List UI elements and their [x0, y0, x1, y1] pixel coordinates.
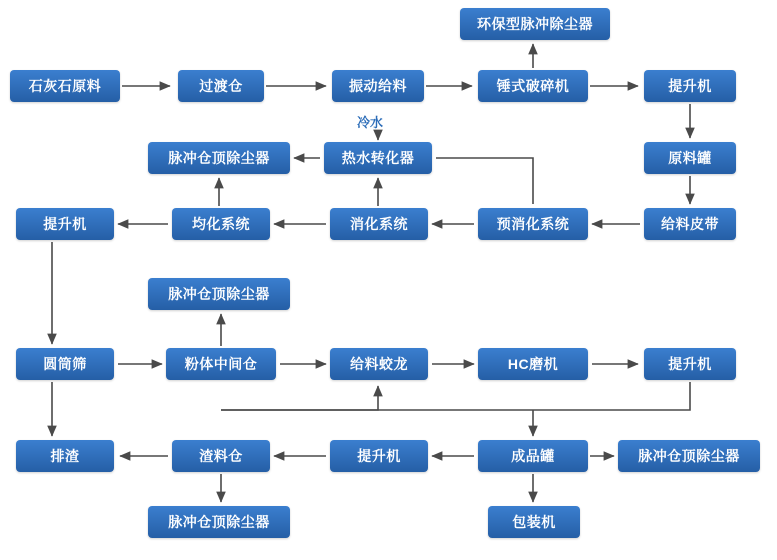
node-tishengji-1[interactable]: 提升机 — [644, 70, 736, 102]
node-maichong-cangding-chuchenqi-4[interactable]: 脉冲仓顶除尘器 — [148, 506, 290, 538]
node-hc-moji[interactable]: HC磨机 — [478, 348, 588, 380]
node-reshui-zhuanhuaqi[interactable]: 热水转化器 — [324, 142, 432, 174]
node-tishengji-2[interactable]: 提升机 — [16, 208, 114, 240]
node-geiliao-jiaolong[interactable]: 给料蛟龙 — [330, 348, 428, 380]
node-tishengji-3[interactable]: 提升机 — [644, 348, 736, 380]
node-chengpin-guan[interactable]: 成品罐 — [478, 440, 588, 472]
node-paizha[interactable]: 排渣 — [16, 440, 114, 472]
node-baozhuangji[interactable]: 包装机 — [488, 506, 580, 538]
node-fenti-zhongjian-cang[interactable]: 粉体中间仓 — [166, 348, 276, 380]
node-maichong-cangding-chuchenqi-1[interactable]: 脉冲仓顶除尘器 — [148, 142, 290, 174]
node-tishengji-4[interactable]: 提升机 — [330, 440, 428, 472]
node-chuishi-posuiji[interactable]: 锤式破碎机 — [478, 70, 588, 102]
node-yuanliao-guan[interactable]: 原料罐 — [644, 142, 736, 174]
node-zhendong-geiliao[interactable]: 振动给料 — [332, 70, 424, 102]
node-guodu-cang[interactable]: 过渡仓 — [178, 70, 264, 102]
node-maichong-cangding-chuchenqi-3[interactable]: 脉冲仓顶除尘器 — [618, 440, 760, 472]
label-lengshui: 冷水 — [357, 115, 384, 130]
node-maichong-cangding-chuchenqi-2[interactable]: 脉冲仓顶除尘器 — [148, 278, 290, 310]
node-shihuishi-yuanliao[interactable]: 石灰石原料 — [10, 70, 120, 102]
node-yuxiaohua-xitong[interactable]: 预消化系统 — [478, 208, 588, 240]
node-yuantong-shai[interactable]: 圆筒筛 — [16, 348, 114, 380]
node-xiaohua-xitong[interactable]: 消化系统 — [330, 208, 428, 240]
node-huanbaoxing-maichong-chuchenqi[interactable]: 环保型脉冲除尘器 — [460, 8, 610, 40]
node-geiliao-pidai[interactable]: 给料皮带 — [644, 208, 736, 240]
node-zhaliao-cang[interactable]: 渣料仓 — [172, 440, 270, 472]
node-junhua-xitong[interactable]: 均化系统 — [172, 208, 270, 240]
